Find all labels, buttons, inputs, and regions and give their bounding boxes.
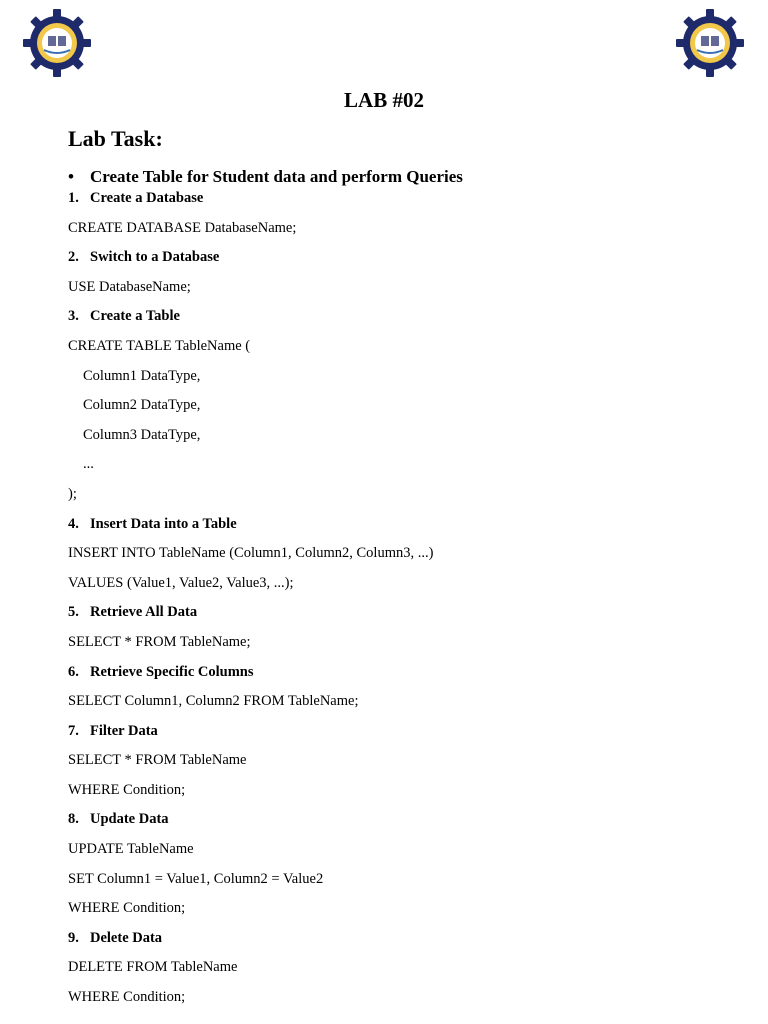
code-line: CREATE DATABASE DatabaseName; bbox=[68, 219, 297, 236]
bullet-icon: • bbox=[68, 167, 74, 186]
code-line: SELECT * FROM TableName bbox=[68, 752, 247, 769]
code-line: CREATE TABLE TableName ( bbox=[68, 337, 251, 354]
step-heading bbox=[68, 304, 748, 334]
code-line: WHERE Condition; bbox=[68, 989, 186, 1006]
bullet-text: Create Table for Student data and perform Queries bbox=[90, 167, 463, 186]
code-line: USE DatabaseName; bbox=[68, 278, 191, 295]
step-title: Retrieve All Data bbox=[90, 604, 198, 621]
step-heading bbox=[68, 807, 748, 837]
step-number: 4. bbox=[68, 515, 79, 532]
step-number: 1. bbox=[68, 190, 79, 206]
step-number: 7. bbox=[68, 722, 79, 739]
code-line: ... bbox=[83, 456, 94, 473]
step-title: Switch to a Database bbox=[90, 249, 220, 266]
code-line: VALUES (Value1, Value2, Value3, ...); bbox=[68, 574, 294, 591]
code-line: WHERE Condition; bbox=[68, 781, 186, 798]
step-heading bbox=[68, 600, 748, 630]
step-number: 2. bbox=[68, 249, 79, 266]
university-seal-icon bbox=[22, 8, 92, 78]
university-seal-icon bbox=[675, 8, 745, 78]
step-title: Create a Database bbox=[90, 190, 204, 206]
step-heading bbox=[68, 719, 748, 749]
code-line: SET Column1 = Value1, Column2 = Value2 bbox=[68, 870, 324, 887]
code-line: SELECT Column1, Column2 FROM TableName; bbox=[68, 693, 359, 710]
university-seal-icon-right bbox=[675, 8, 745, 78]
step-heading bbox=[68, 926, 748, 956]
steps-list bbox=[68, 186, 748, 1015]
section-heading: Lab Task: bbox=[68, 126, 163, 151]
code-line: INSERT INTO TableName (Column1, Column2, Column3, ...) bbox=[68, 545, 434, 562]
code-line: SELECT * FROM TableName; bbox=[68, 633, 251, 650]
code-line: Column3 DataType, bbox=[83, 426, 201, 443]
page-title: LAB #02 bbox=[344, 88, 424, 112]
code-line: DELETE FROM TableName bbox=[68, 959, 238, 976]
step-heading bbox=[68, 245, 748, 275]
step-heading bbox=[68, 186, 748, 216]
step-number: 6. bbox=[68, 663, 79, 680]
step-title: Delete Data bbox=[90, 929, 163, 946]
step-title: Create a Table bbox=[90, 308, 180, 325]
university-seal-icon-left bbox=[22, 8, 92, 78]
code-line: UPDATE TableName bbox=[68, 841, 194, 858]
step-title: Insert Data into a Table bbox=[90, 515, 237, 532]
step-number: 5. bbox=[68, 604, 79, 621]
step-heading bbox=[68, 660, 748, 690]
step-title: Filter Data bbox=[90, 722, 158, 739]
code-line: Column1 DataType, bbox=[83, 367, 201, 384]
step-title: Retrieve Specific Columns bbox=[90, 663, 254, 680]
step-number: 8. bbox=[68, 811, 79, 828]
code-line: WHERE Condition; bbox=[68, 900, 186, 917]
code-line: ); bbox=[68, 485, 77, 502]
step-heading bbox=[68, 512, 748, 542]
code-line: Column2 DataType, bbox=[83, 397, 201, 414]
step-title: Update Data bbox=[90, 811, 169, 828]
step-number: 9. bbox=[68, 929, 79, 946]
step-number: 3. bbox=[68, 308, 79, 325]
